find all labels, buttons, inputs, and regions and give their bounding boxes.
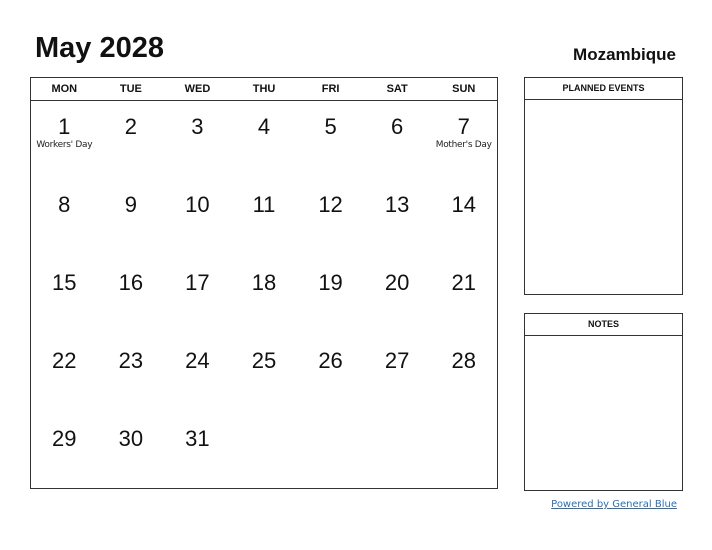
day-number: 20 bbox=[384, 270, 410, 295]
day-cell[interactable] bbox=[297, 101, 364, 179]
day-number: 6 bbox=[391, 114, 404, 139]
day-number: 28 bbox=[451, 348, 476, 373]
day-number: 1 bbox=[58, 114, 71, 139]
day-cell[interactable] bbox=[31, 101, 98, 179]
day-cell[interactable] bbox=[364, 335, 431, 413]
day-cell[interactable] bbox=[430, 101, 497, 179]
day-number: 11 bbox=[252, 192, 276, 217]
day-number: 21 bbox=[451, 270, 476, 295]
calendar-grid bbox=[30, 77, 498, 489]
day-cell[interactable] bbox=[164, 179, 231, 257]
day-cell[interactable] bbox=[164, 413, 231, 491]
weekday-fri: FRI bbox=[321, 83, 340, 95]
day-number: 14 bbox=[451, 192, 476, 217]
holiday-label: Workers' Day bbox=[36, 140, 93, 150]
day-cell[interactable] bbox=[231, 335, 298, 413]
notes-panel bbox=[524, 313, 683, 491]
day-number: 16 bbox=[118, 270, 144, 295]
notes-title: NOTES bbox=[525, 314, 682, 336]
day-cell[interactable] bbox=[231, 179, 298, 257]
day-number: 27 bbox=[384, 348, 410, 373]
day-number: 12 bbox=[318, 192, 343, 217]
day-number: 2 bbox=[124, 114, 137, 139]
powered-by-link[interactable]: Powered by General Blue bbox=[551, 499, 677, 510]
day-number: 18 bbox=[251, 270, 277, 295]
day-number: 17 bbox=[185, 270, 210, 295]
day-cell[interactable] bbox=[98, 101, 165, 179]
day-cell[interactable] bbox=[364, 101, 431, 179]
day-cell[interactable] bbox=[31, 257, 98, 335]
day-number: 23 bbox=[118, 348, 144, 373]
day-number: 25 bbox=[251, 348, 277, 373]
day-cell[interactable] bbox=[31, 179, 98, 257]
day-number: 15 bbox=[52, 270, 77, 295]
day-cell[interactable] bbox=[31, 335, 98, 413]
weekday-sun: SUN bbox=[452, 83, 476, 95]
weekday-tue: TUE bbox=[119, 83, 142, 95]
day-cell[interactable] bbox=[297, 335, 364, 413]
planned-events-panel bbox=[524, 77, 683, 295]
day-cell[interactable] bbox=[430, 257, 497, 335]
day-number: 19 bbox=[318, 270, 343, 295]
day-number: 9 bbox=[124, 192, 137, 217]
day-number: 13 bbox=[384, 192, 410, 217]
day-number: 3 bbox=[191, 114, 204, 139]
day-cell[interactable] bbox=[231, 101, 298, 179]
day-cell[interactable] bbox=[164, 257, 231, 335]
planned-events-title: PLANNED EVENTS bbox=[525, 78, 682, 100]
day-number: 4 bbox=[257, 114, 271, 139]
day-cell[interactable] bbox=[297, 179, 364, 257]
day-number: 7 bbox=[457, 114, 470, 139]
day-number: 29 bbox=[52, 426, 77, 451]
day-number: 30 bbox=[118, 426, 144, 451]
day-cells bbox=[31, 101, 497, 491]
day-number: 22 bbox=[52, 348, 77, 373]
day-cell[interactable] bbox=[231, 257, 298, 335]
day-cell[interactable] bbox=[297, 257, 364, 335]
day-number: 24 bbox=[185, 348, 210, 373]
weekday-mon: MON bbox=[51, 83, 78, 95]
day-cell[interactable] bbox=[98, 257, 165, 335]
day-number: 8 bbox=[58, 192, 71, 217]
weekday-wed: WED bbox=[184, 83, 211, 95]
page-title: May 2028 bbox=[35, 32, 164, 64]
day-cell[interactable] bbox=[364, 257, 431, 335]
day-cell[interactable] bbox=[364, 179, 431, 257]
holiday-label: Mother's Day bbox=[435, 140, 492, 150]
day-cell[interactable] bbox=[164, 101, 231, 179]
day-cell[interactable] bbox=[430, 335, 497, 413]
weekday-header bbox=[31, 78, 497, 101]
day-number: 5 bbox=[324, 114, 337, 139]
day-cell[interactable] bbox=[31, 413, 98, 491]
day-number: 10 bbox=[185, 192, 210, 217]
day-number: 31 bbox=[185, 426, 210, 451]
country-label: Mozambique bbox=[573, 45, 676, 64]
day-cell[interactable] bbox=[98, 335, 165, 413]
day-cell[interactable] bbox=[430, 179, 497, 257]
day-cell[interactable] bbox=[98, 413, 165, 491]
day-cell[interactable] bbox=[98, 179, 165, 257]
weekday-sat: SAT bbox=[386, 83, 408, 95]
day-number: 26 bbox=[318, 348, 343, 373]
day-cell[interactable] bbox=[164, 335, 231, 413]
weekday-thu: THU bbox=[252, 83, 276, 95]
